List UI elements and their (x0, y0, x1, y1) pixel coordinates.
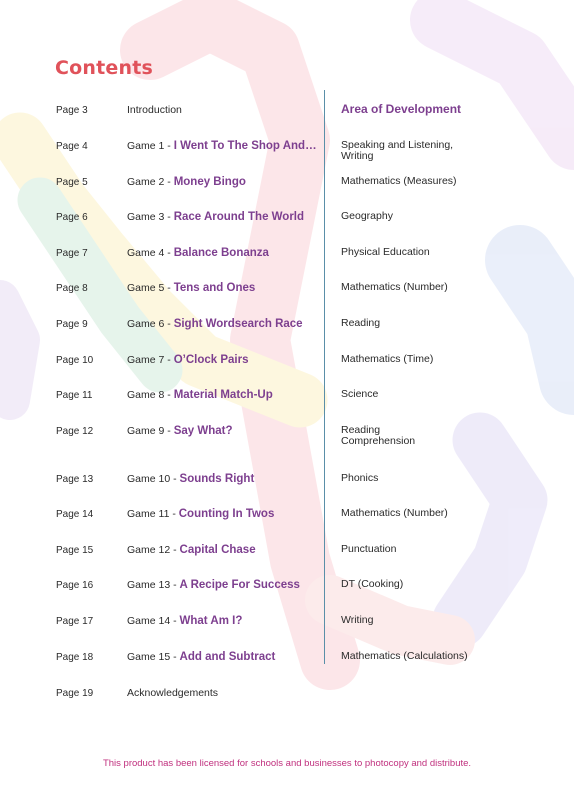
page-number: Page 11 (56, 389, 93, 401)
game-title (127, 544, 256, 556)
game-title (127, 389, 273, 401)
page-number: Page 19 (56, 687, 94, 699)
page-number: Page 10 (56, 354, 94, 366)
game-prefix: Game 2 - (127, 176, 174, 188)
page-number: Page 8 (56, 282, 88, 294)
page-number: Page 12 (56, 425, 94, 437)
contents-row-game-4 (0, 247, 574, 277)
game-title (127, 318, 303, 330)
game-prefix: Game 5 - (127, 282, 174, 294)
game-name: Capital Chase (179, 544, 256, 556)
game-title (127, 615, 242, 627)
page-number: Page 13 (56, 473, 94, 485)
game-prefix: Game 1 - (127, 140, 174, 152)
game-name: Material Match-Up (173, 389, 273, 401)
game-name: Race Around The World (173, 211, 305, 223)
contents-row-game-13 (0, 579, 574, 609)
game-title (127, 579, 300, 591)
game-title (127, 354, 248, 366)
page-number: Page 18 (56, 651, 94, 663)
contents-row-game-15 (0, 651, 574, 681)
game-prefix: Game 9 - (127, 425, 174, 437)
contents-row-game-3 (0, 211, 574, 241)
decor-ribbon-left (0, 300, 20, 400)
area-of-development: Mathematics (Measures) (341, 175, 457, 187)
contents-row-game-1 (0, 140, 574, 170)
area-of-development: Reading (341, 317, 381, 329)
game-title (127, 282, 255, 294)
game-title (127, 211, 304, 223)
game-name: I Went To The Shop And… (173, 140, 317, 152)
area-of-development: Science (341, 388, 379, 400)
area-of-development: Geography (341, 210, 393, 222)
contents-row-game-5 (0, 282, 574, 312)
game-title (127, 247, 269, 259)
area-of-development: DT (Cooking) (341, 578, 404, 590)
area-of-development-header: Area of Development (341, 102, 462, 116)
game-title (127, 140, 317, 152)
game-prefix: Game 13 - (127, 579, 180, 591)
game-name: Sounds Right (179, 473, 255, 485)
page-number: Page 4 (56, 140, 88, 152)
page-number: Page 3 (56, 104, 88, 116)
game-title (127, 176, 246, 188)
game-name: A Recipe For Success (179, 579, 300, 591)
section-label: Introduction (127, 104, 182, 116)
game-name: Say What? (173, 425, 233, 437)
page-title: Contents (55, 57, 154, 79)
contents-row-intro (0, 104, 574, 134)
contents-row-acknowledgements (0, 687, 574, 717)
game-title (127, 651, 275, 663)
page-number: Page 17 (56, 615, 94, 627)
contents-row-game-14 (0, 615, 574, 645)
page-number: Page 16 (56, 579, 94, 591)
page-number: Page 9 (56, 318, 88, 330)
game-title (127, 508, 274, 520)
area-of-development: Speaking and Listening, Writing (341, 139, 454, 162)
section-label: Acknowledgements (127, 687, 219, 699)
game-name: Sight Wordsearch Race (173, 318, 303, 330)
license-footer: This product has been licensed for schools and businesses to photocopy and distribute. (102, 758, 472, 769)
game-prefix: Game 3 - (127, 211, 174, 223)
game-prefix: Game 4 - (127, 247, 174, 259)
area-of-development: Mathematics (Calculations) (341, 650, 468, 662)
page-number: Page 15 (56, 544, 94, 556)
contents-row-game-7 (0, 354, 574, 384)
game-prefix: Game 6 - (127, 318, 174, 330)
contents-row-game-10 (0, 473, 574, 503)
page-number: Page 5 (56, 176, 88, 188)
contents-row-game-9 (0, 425, 574, 455)
area-of-development: Mathematics (Number) (341, 507, 448, 519)
area-of-development: Reading Comprehension (341, 424, 416, 447)
game-name: Balance Bonanza (173, 247, 269, 259)
area-of-development: Mathematics (Number) (341, 281, 448, 293)
page-number: Page 14 (56, 508, 94, 520)
area-of-development: Writing (341, 614, 374, 626)
game-name: Money Bingo (173, 176, 246, 188)
game-prefix: Game 11 - (127, 508, 179, 520)
page-number: Page 6 (56, 211, 88, 223)
area-of-development: Physical Education (341, 246, 430, 258)
game-name: O’Clock Pairs (173, 354, 249, 366)
game-name: Counting In Twos (178, 508, 275, 520)
game-title (127, 473, 254, 485)
area-of-development: Punctuation (341, 543, 397, 555)
game-prefix: Game 7 - (127, 354, 174, 366)
game-name: What Am I? (179, 615, 243, 627)
game-prefix: Game 10 - (127, 473, 180, 485)
contents-row-game-2 (0, 176, 574, 206)
area-of-development: Mathematics (Time) (341, 353, 434, 365)
game-prefix: Game 12 - (127, 544, 180, 556)
game-title (127, 425, 232, 437)
game-name: Tens and Ones (173, 282, 256, 294)
contents-row-game-11 (0, 508, 574, 538)
game-name: Add and Subtract (179, 651, 276, 663)
contents-row-game-8 (0, 389, 574, 419)
game-prefix: Game 15 - (127, 651, 180, 663)
contents-row-game-12 (0, 544, 574, 574)
area-of-development: Phonics (341, 472, 379, 484)
game-prefix: Game 8 - (127, 389, 174, 401)
contents-row-game-6 (0, 318, 574, 348)
game-prefix: Game 14 - (127, 615, 180, 627)
page-number: Page 7 (56, 247, 88, 259)
